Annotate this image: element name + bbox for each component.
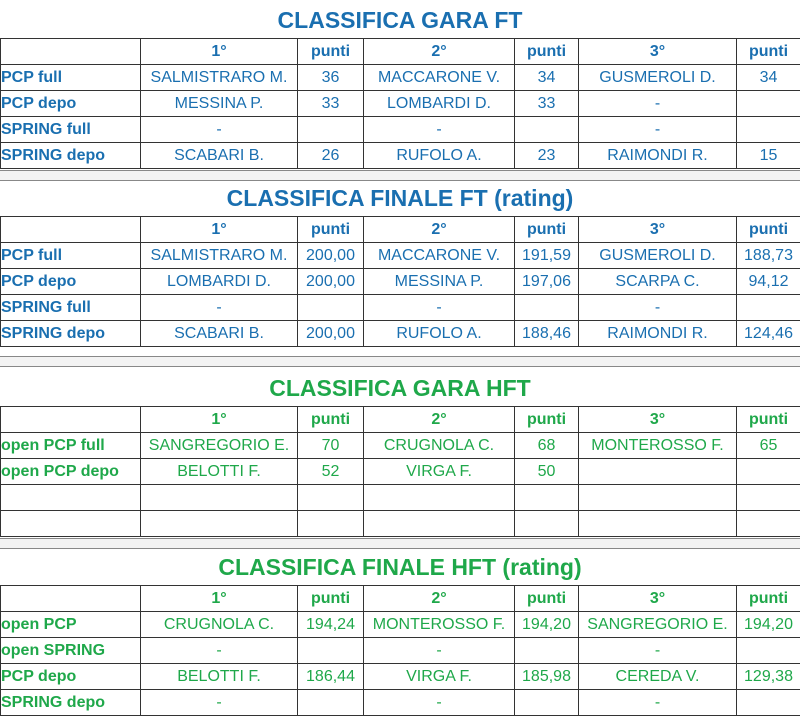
second-points-cell [515,690,579,716]
first-points-cell: 26 [298,143,364,169]
header-cell: punti [737,407,800,433]
third-name-cell: RAIMONDI R. [579,321,737,347]
header-cell: punti [737,217,800,243]
second-name-cell: MACCARONE V. [364,243,515,269]
header-cell: punti [737,39,800,65]
third-name-cell [579,511,737,537]
header-cell [1,39,141,65]
table-row [1,459,800,485]
header-cell: punti [737,586,800,612]
first-points-cell: 52 [298,459,364,485]
third-name-cell: SCARPA C. [579,269,737,295]
second-points-cell: 50 [515,459,579,485]
third-name-cell: CEREDA V. [579,664,737,690]
section-title: CLASSIFICA GARA FT [0,2,800,38]
results-table [0,216,800,347]
third-name-cell: MONTEROSSO F. [579,433,737,459]
section-gara-ft [0,2,800,169]
category-cell [1,485,141,511]
third-points-cell [737,459,800,485]
header-cell: punti [298,39,364,65]
first-points-cell [298,511,364,537]
table-row [1,65,800,91]
first-name-cell: - [141,690,298,716]
first-points-cell: 194,24 [298,612,364,638]
second-name-cell: - [364,295,515,321]
first-points-cell [298,485,364,511]
header-cell: 1° [141,586,298,612]
third-name-cell: RAIMONDI R. [579,143,737,169]
second-name-cell: - [364,690,515,716]
category-cell: open SPRING [1,638,141,664]
third-name-cell: SANGREGORIO E. [579,612,737,638]
second-name-cell: MONTEROSSO F. [364,612,515,638]
header-cell [1,217,141,243]
third-points-cell [737,690,800,716]
first-name-cell: MESSINA P. [141,91,298,117]
section-title: CLASSIFICA FINALE HFT (rating) [0,549,800,585]
header-cell: punti [298,407,364,433]
category-cell: PCP full [1,65,141,91]
second-points-cell [515,117,579,143]
third-name-cell: GUSMEROLI D. [579,65,737,91]
category-cell: SPRING depo [1,690,141,716]
first-points-cell [298,117,364,143]
table-row [1,91,800,117]
third-name-cell: - [579,117,737,143]
category-cell [1,511,141,537]
second-name-cell: CRUGNOLA C. [364,433,515,459]
table-row [1,664,800,690]
first-points-cell [298,690,364,716]
section-finale-ft [0,180,800,347]
second-name-cell: MACCARONE V. [364,65,515,91]
category-cell: SPRING depo [1,143,141,169]
header-cell: punti [515,217,579,243]
third-points-cell [737,485,800,511]
second-name-cell [364,511,515,537]
section-divider [0,356,800,367]
table-row [1,143,800,169]
first-name-cell: BELOTTI F. [141,459,298,485]
header-cell: 1° [141,407,298,433]
table-row [1,612,800,638]
header-cell: 2° [364,39,515,65]
category-cell: PCP depo [1,269,141,295]
second-name-cell: VIRGA F. [364,459,515,485]
first-name-cell: SCABARI B. [141,321,298,347]
header-cell: 2° [364,217,515,243]
first-name-cell: - [141,638,298,664]
first-points-cell [298,295,364,321]
results-table [0,585,800,716]
header-row [1,407,800,433]
header-cell: 3° [579,586,737,612]
third-name-cell [579,459,737,485]
second-name-cell: - [364,117,515,143]
category-cell: PCP full [1,243,141,269]
header-cell: 1° [141,217,298,243]
third-points-cell [737,117,800,143]
table-row [1,511,800,537]
section-gara-hft [0,370,800,537]
first-points-cell: 186,44 [298,664,364,690]
header-cell: 3° [579,407,737,433]
second-points-cell: 188,46 [515,321,579,347]
first-name-cell: LOMBARDI D. [141,269,298,295]
third-points-cell [737,638,800,664]
header-cell [1,586,141,612]
second-points-cell: 185,98 [515,664,579,690]
first-points-cell: 200,00 [298,243,364,269]
header-cell: punti [515,39,579,65]
table-row [1,117,800,143]
category-cell: SPRING full [1,117,141,143]
third-points-cell: 94,12 [737,269,800,295]
first-points-cell: 33 [298,91,364,117]
first-points-cell: 200,00 [298,321,364,347]
header-cell: 1° [141,39,298,65]
first-name-cell: - [141,117,298,143]
second-name-cell: RUFOLO A. [364,143,515,169]
header-row [1,39,800,65]
second-name-cell: MESSINA P. [364,269,515,295]
header-cell: punti [515,586,579,612]
second-points-cell [515,485,579,511]
third-points-cell: 194,20 [737,612,800,638]
third-points-cell: 15 [737,143,800,169]
second-points-cell: 68 [515,433,579,459]
third-name-cell: GUSMEROLI D. [579,243,737,269]
first-name-cell: SCABARI B. [141,143,298,169]
second-points-cell [515,511,579,537]
first-points-cell: 200,00 [298,269,364,295]
third-points-cell: 65 [737,433,800,459]
table-row [1,690,800,716]
header-cell: 2° [364,407,515,433]
section-finale-hft [0,549,800,716]
third-points-cell [737,295,800,321]
third-name-cell [579,485,737,511]
second-points-cell: 194,20 [515,612,579,638]
second-name-cell: RUFOLO A. [364,321,515,347]
first-name-cell: BELOTTI F. [141,664,298,690]
section-title: CLASSIFICA GARA HFT [0,370,800,406]
first-name-cell: SALMISTRARO M. [141,65,298,91]
second-name-cell: LOMBARDI D. [364,91,515,117]
first-points-cell [298,638,364,664]
second-points-cell: 23 [515,143,579,169]
category-cell: open PCP depo [1,459,141,485]
table-row [1,321,800,347]
header-row [1,586,800,612]
third-points-cell [737,511,800,537]
second-points-cell: 197,06 [515,269,579,295]
third-name-cell: - [579,638,737,664]
second-name-cell: VIRGA F. [364,664,515,690]
section-title: CLASSIFICA FINALE FT (rating) [0,180,800,216]
header-cell: punti [515,407,579,433]
second-points-cell: 191,59 [515,243,579,269]
first-name-cell [141,485,298,511]
category-cell: SPRING depo [1,321,141,347]
category-cell: open PCP full [1,433,141,459]
table-row [1,433,800,459]
third-name-cell: - [579,91,737,117]
third-points-cell: 188,73 [737,243,800,269]
header-cell [1,407,141,433]
first-name-cell: CRUGNOLA C. [141,612,298,638]
results-table [0,38,800,169]
section-divider [0,538,800,549]
table-row [1,485,800,511]
third-points-cell [737,91,800,117]
category-cell: SPRING full [1,295,141,321]
header-cell: punti [298,586,364,612]
results-table [0,406,800,537]
category-cell: PCP depo [1,664,141,690]
third-points-cell: 34 [737,65,800,91]
third-name-cell: - [579,295,737,321]
header-cell: 3° [579,39,737,65]
second-name-cell: - [364,638,515,664]
header-cell: 2° [364,586,515,612]
header-row [1,217,800,243]
first-points-cell: 36 [298,65,364,91]
table-row [1,638,800,664]
category-cell: open PCP [1,612,141,638]
table-row [1,243,800,269]
third-name-cell: - [579,690,737,716]
first-name-cell: SALMISTRARO M. [141,243,298,269]
first-name-cell [141,511,298,537]
header-cell: 3° [579,217,737,243]
category-cell: PCP depo [1,91,141,117]
third-points-cell: 129,38 [737,664,800,690]
second-name-cell [364,485,515,511]
header-cell: punti [298,217,364,243]
first-points-cell: 70 [298,433,364,459]
second-points-cell [515,295,579,321]
third-points-cell: 124,46 [737,321,800,347]
second-points-cell: 33 [515,91,579,117]
first-name-cell: SANGREGORIO E. [141,433,298,459]
first-name-cell: - [141,295,298,321]
table-row [1,269,800,295]
second-points-cell [515,638,579,664]
table-row [1,295,800,321]
second-points-cell: 34 [515,65,579,91]
